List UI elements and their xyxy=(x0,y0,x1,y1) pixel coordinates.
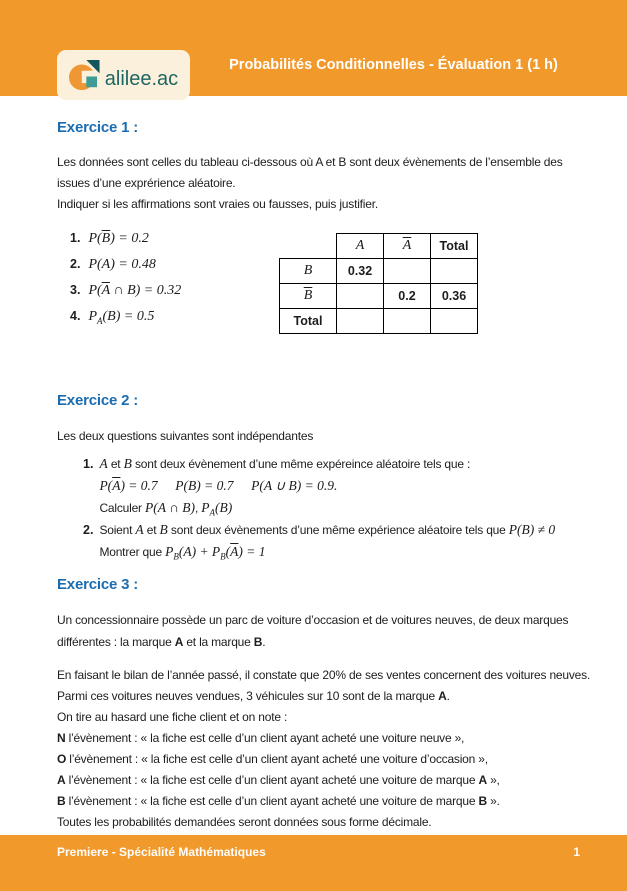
math-expression: P(A ∪ B) = 0.9. xyxy=(251,478,338,493)
statement-number: 3. xyxy=(70,283,81,297)
statement-item xyxy=(70,309,279,335)
math-expression: P(A ∩ B) xyxy=(145,500,195,515)
table-header-cell xyxy=(337,234,384,259)
paragraph-line: B l’évènement : « la fiche est celle d’un client ayant acheté une voiture de marque B ». xyxy=(57,794,500,808)
table-cell: 0.36 xyxy=(431,284,478,309)
exercise-1-intro xyxy=(57,152,587,215)
math-expression: P(A) = 0.48 xyxy=(88,257,156,272)
table-row xyxy=(280,309,478,334)
exercise-3-heading: Exercice 3 : xyxy=(57,576,138,593)
exercise-2-intro: Les deux questions suivantes sont indépendantes xyxy=(57,429,314,443)
paragraph-line: En faisant le bilan de l’année passé, il constate que 20% de ses ventes concernent des voitures neuves. xyxy=(57,668,591,682)
question-line: Calculer P(A ∩ B), $P_A(B)$ xyxy=(99,500,233,518)
statement-item xyxy=(70,257,279,283)
table-cell xyxy=(431,259,478,284)
questions-list xyxy=(57,453,587,563)
table-cell xyxy=(384,259,431,284)
table-row-header-cell: Total xyxy=(280,309,337,334)
math-expression: B xyxy=(159,522,168,537)
math-expression: $P_A(B)$ xyxy=(201,500,233,518)
table-cell xyxy=(384,309,431,334)
document-body xyxy=(0,96,627,835)
header xyxy=(0,0,627,96)
math-expression: P(B) ≠ 0 xyxy=(508,522,556,537)
galilee-logo xyxy=(57,50,190,100)
footer-course-label: Premiere - Spécialité Mathématiques xyxy=(57,845,266,859)
page-title: Probabilités Conditionnelles - Évaluation 1 (1 h) xyxy=(229,57,558,73)
question-number: 1. xyxy=(83,457,94,471)
question-line: Montrer que $P_B(A) + P_B(\overline{A}) = 1$ xyxy=(99,544,266,562)
question-line: Soient A et B sont deux évènements d’une même expérience aléatoire tels que P(B) ≠ 0 xyxy=(99,522,556,537)
table-row xyxy=(280,284,478,309)
math-expression: P(B) = 0.7 xyxy=(175,478,234,493)
statement-item xyxy=(70,231,279,257)
math-expression: $P_A(B) = 0.5$ xyxy=(88,309,155,326)
statement-number: 2. xyxy=(70,257,81,271)
table-cell xyxy=(337,284,384,309)
statements-list xyxy=(57,231,279,335)
paragraph-line: O l’évènement : « la fiche est celle d’un client ayant acheté une voiture d’occasion », xyxy=(57,752,488,766)
question-line xyxy=(99,475,587,497)
table-cell xyxy=(337,309,384,334)
paragraph-line: On tire au hasard une fiche client et on note : xyxy=(57,710,288,724)
exercise-3-notes xyxy=(57,665,591,833)
table-header-row xyxy=(280,234,478,259)
statement-text xyxy=(88,309,154,325)
question-item xyxy=(83,453,587,519)
question-line: A et B sont deux évènement d’une même expéreince aléatoire tels que : xyxy=(99,456,471,471)
statement-text xyxy=(88,283,181,299)
exercise-1-heading: Exercice 1 : xyxy=(57,119,138,136)
table-cell: 0.32 xyxy=(337,259,384,284)
paragraph: Un concessionnaire possède un parc de voiture d’occasion et de voitures neuves, de deux marques différentes : la marque A et la marque B. xyxy=(57,613,569,649)
table-row-header-cell xyxy=(280,259,337,284)
exercise-1-content xyxy=(57,231,587,335)
math-expression: B xyxy=(123,456,132,471)
statement-number: 1. xyxy=(70,231,81,245)
question-item xyxy=(83,519,587,563)
paragraph-line: Toutes les probabilités demandées seront données sous forme décimale. xyxy=(57,815,432,829)
table-cell xyxy=(431,309,478,334)
math-expression: $\overline{B}$ xyxy=(303,288,313,303)
footer xyxy=(0,835,627,891)
question-text xyxy=(99,453,587,519)
logo-text: alilee.ac xyxy=(104,68,179,90)
table-corner-cell xyxy=(280,234,337,259)
math-expression: $P_B(A) + P_B(\overline{A}) = 1$ xyxy=(165,544,266,562)
footer-page-number: 1 xyxy=(573,845,580,859)
table-row-header-cell xyxy=(280,284,337,309)
math-expression: $P(\overline{A}) = 0.7$ xyxy=(99,478,158,493)
math-expression: A xyxy=(355,238,365,253)
math-expression: A xyxy=(99,456,108,471)
paragraph-line: A l’évènement : « la fiche est celle d’un client ayant acheté une voiture de marque A », xyxy=(57,773,500,787)
exercise-3-paragraph xyxy=(57,610,587,653)
math-expression: $P(\overline{A}$ ∩ B) = 0.32 xyxy=(88,283,182,298)
probability-table xyxy=(279,233,478,334)
statement-item xyxy=(70,283,279,309)
paragraph-line: Parmi ces voitures neuves vendues, 3 véhicules sur 10 sont de la marque A. xyxy=(57,689,450,703)
question-text xyxy=(99,519,587,563)
paragraph-line: N l’évènement : « la fiche est celle d’un client ayant acheté une voiture neuve », xyxy=(57,731,465,745)
paragraph: Indiquer si les affirmations sont vraies ou fausses, puis justifier. xyxy=(57,197,379,211)
math-expression: A xyxy=(135,522,144,537)
paragraph: Les données sont celles du tableau ci-dessous où A et B sont deux évènements de l’ensemble des issues d’une exprérience aléatoire. xyxy=(57,155,563,190)
statement-number: 4. xyxy=(70,309,81,323)
table-row xyxy=(280,259,478,284)
math-expression: $\overline{A}$ xyxy=(402,238,412,253)
math-expression: $P(\overline{B}) = 0.2$ xyxy=(88,231,149,246)
statement-text xyxy=(88,257,155,273)
question-number: 2. xyxy=(83,523,94,537)
math-expression: B xyxy=(303,263,313,278)
table-header-cell xyxy=(384,234,431,259)
galilee-g-mark-icon xyxy=(69,58,102,95)
table-header-cell: Total xyxy=(431,234,478,259)
statement-text xyxy=(88,231,148,247)
table-cell: 0.2 xyxy=(384,284,431,309)
exercise-2-heading: Exercice 2 : xyxy=(57,392,138,409)
